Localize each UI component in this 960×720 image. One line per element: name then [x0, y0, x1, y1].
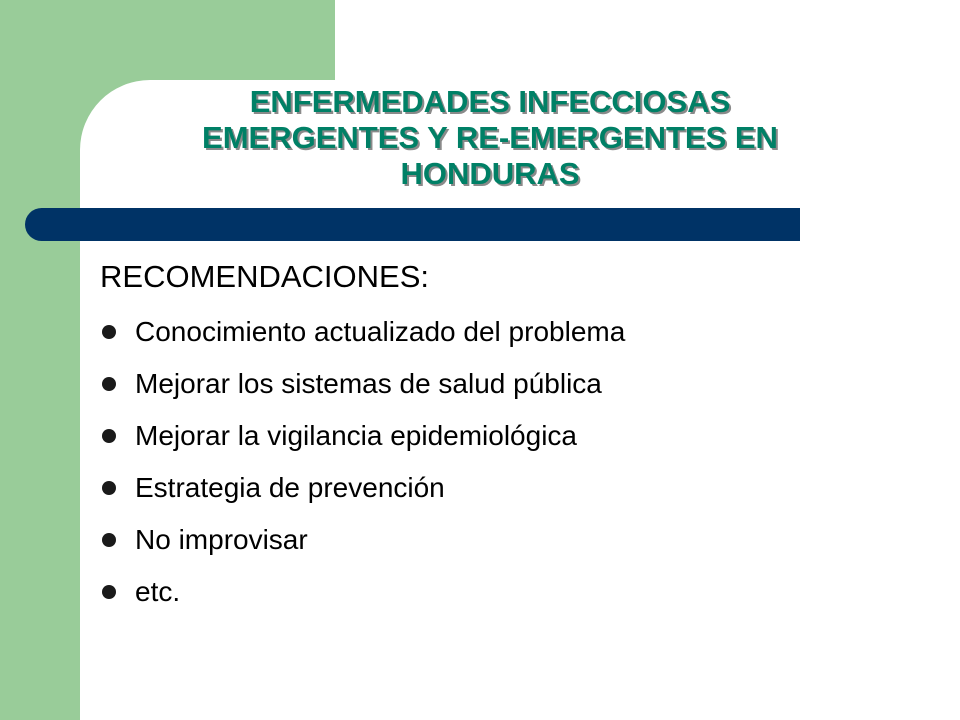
bullet-text: Mejorar la vigilancia epidemiológica [135, 420, 577, 451]
bullet-item [100, 358, 920, 410]
bullet-icon [102, 533, 116, 547]
bullet-icon [102, 377, 116, 391]
bullet-text: Mejorar los sistemas de salud pública [135, 368, 602, 399]
bullet-text: Conocimiento actualizado del problema [135, 316, 626, 347]
bullet-item [100, 462, 920, 514]
bullet-item [100, 514, 920, 566]
title-divider-bar [25, 208, 800, 241]
section-heading: RECOMENDACIONES: [100, 259, 429, 294]
bullet-text: No improvisar [135, 524, 308, 555]
bullet-icon [102, 585, 116, 599]
bullet-text: Estrategia de prevención [135, 472, 445, 503]
bullet-item [100, 306, 920, 358]
bullet-icon [102, 325, 116, 339]
bullet-icon [102, 481, 116, 495]
bullet-item [100, 410, 920, 462]
slide-title: ENFERMEDADES INFECCIOSAS EMERGENTES Y RE-EMERGENTES EN HONDURAS [202, 84, 778, 191]
bullet-text: etc. [135, 576, 181, 607]
bullet-list [100, 306, 920, 618]
bullet-icon [102, 429, 116, 443]
slide-body [100, 248, 920, 618]
bullet-item [100, 566, 920, 618]
